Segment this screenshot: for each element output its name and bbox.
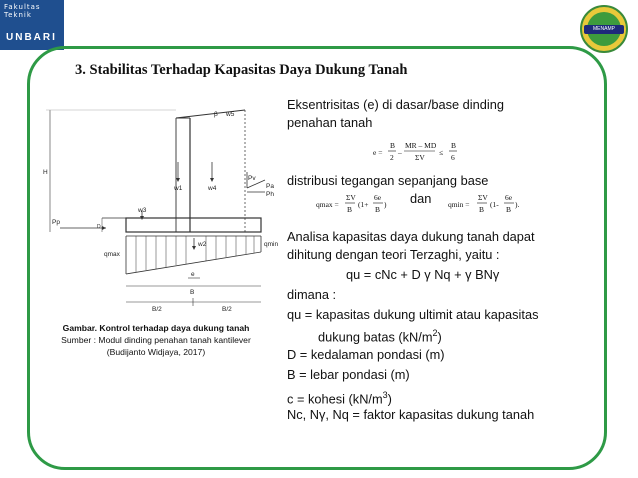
svg-text:≤: ≤: [439, 148, 444, 157]
svg-text:6e: 6e: [374, 193, 382, 202]
label-qmax: qmax: [104, 251, 120, 258]
svg-text:–: –: [398, 148, 402, 157]
label-B2-right: B/2: [222, 306, 232, 313]
and-word: dan: [410, 191, 432, 206]
logo-faculty-text: Fakultas Teknik: [4, 3, 41, 19]
label-e: e: [191, 271, 195, 278]
svg-text:ΣV: ΣV: [415, 153, 425, 162]
svg-text:ΣV: ΣV: [478, 193, 488, 202]
label-w3: w3: [138, 207, 147, 214]
retaining-wall-diagram: [40, 100, 280, 318]
svg-text:B: B: [390, 141, 396, 150]
label-w4: w4: [208, 185, 217, 192]
faculty-logo: [0, 0, 64, 50]
emblem-logo: [580, 5, 628, 53]
eccentricity-formula: [373, 135, 473, 169]
svg-text:): ): [384, 200, 387, 209]
pressure-arrows: [136, 236, 254, 272]
caption-source: Sumber : Modul dinding penahan tanah kantilever: [61, 335, 251, 345]
svg-text:(1-: (1-: [490, 200, 499, 209]
svg-text:qmin =: qmin =: [448, 200, 470, 209]
svg-text:e =: e =: [373, 148, 383, 157]
label-Pv: Pv: [248, 175, 256, 182]
svg-text:2: 2: [390, 153, 394, 162]
label-H: H: [43, 169, 48, 176]
label-B: B: [190, 289, 195, 296]
n-factors-definition: Nc, Nγ, Nq = faktor kapasitas dukung tanah: [287, 407, 535, 422]
label-Pa: Pa: [266, 183, 274, 190]
svg-text:).: ).: [515, 200, 520, 209]
caption-author: (Budijanto Widjaya, 2017): [106, 347, 206, 357]
svg-text:B: B: [451, 141, 457, 150]
terzaghi-formula: qu = cNc + D γ Nq + γ BNγ: [346, 267, 500, 282]
svg-text:ΣV: ΣV: [346, 193, 356, 202]
label-Ph: Ph: [266, 191, 274, 198]
svg-text:6e: 6e: [505, 193, 513, 202]
b-definition: B = lebar pondasi (m): [287, 367, 410, 382]
figure-caption: [35, 322, 277, 358]
svg-text:B: B: [479, 205, 485, 214]
distribution-line: distribusi tegangan sepanjang base: [287, 173, 489, 188]
label-beta: β: [214, 111, 218, 118]
label-D: D: [97, 224, 101, 230]
label-w2: w2: [198, 241, 207, 248]
qmin-formula: [448, 190, 553, 220]
qu-definition-line-1: qu = kapasitas dukung ultimit atau kapasitas: [287, 307, 539, 322]
eccentricity-line-1: Eksentrisitas (e) di dasar/base dinding: [287, 97, 504, 112]
analysis-line-1: Analisa kapasitas daya dukung tanah dapat: [287, 229, 535, 244]
label-Pp: Pp: [52, 219, 60, 226]
analysis-line-2: dihitung dengan teori Terzaghi, yaitu :: [287, 247, 500, 262]
label-w5: w5: [226, 111, 235, 118]
qu-definition-line-2: dukung batas $(kN/m^2)$: [318, 328, 442, 345]
qmax-formula: [316, 190, 421, 220]
svg-text:MR – MD: MR – MD: [405, 141, 437, 150]
emblem-band-text: MENAMP: [584, 25, 624, 34]
label-w1: w1: [174, 185, 183, 192]
caption-title: Gambar. Kontrol terhadap daya dukung tanah: [62, 323, 250, 333]
logo-university-text: UNBARI: [6, 32, 57, 43]
svg-text:qmax =: qmax =: [316, 200, 339, 209]
backfill-slope-line: [176, 110, 245, 118]
label-B2-left: B/2: [152, 306, 162, 313]
svg-text:B: B: [506, 205, 512, 214]
where-label: dimana :: [287, 287, 337, 302]
svg-text:(1+: (1+: [358, 200, 369, 209]
d-definition: D = kedalaman pondasi (m): [287, 347, 445, 362]
svg-text:B: B: [347, 205, 353, 214]
svg-text:B: B: [375, 205, 381, 214]
slide-title: 3. Stabilitas Terhadap Kapasitas Daya Dukung Tanah: [75, 62, 408, 78]
eccentricity-line-2: penahan tanah: [287, 115, 373, 130]
label-qmin: qmin: [264, 241, 279, 248]
c-definition: c = kohesi $(kN/m^3)$: [287, 390, 392, 407]
base-slab: [126, 218, 261, 232]
svg-text:6: 6: [451, 153, 455, 162]
